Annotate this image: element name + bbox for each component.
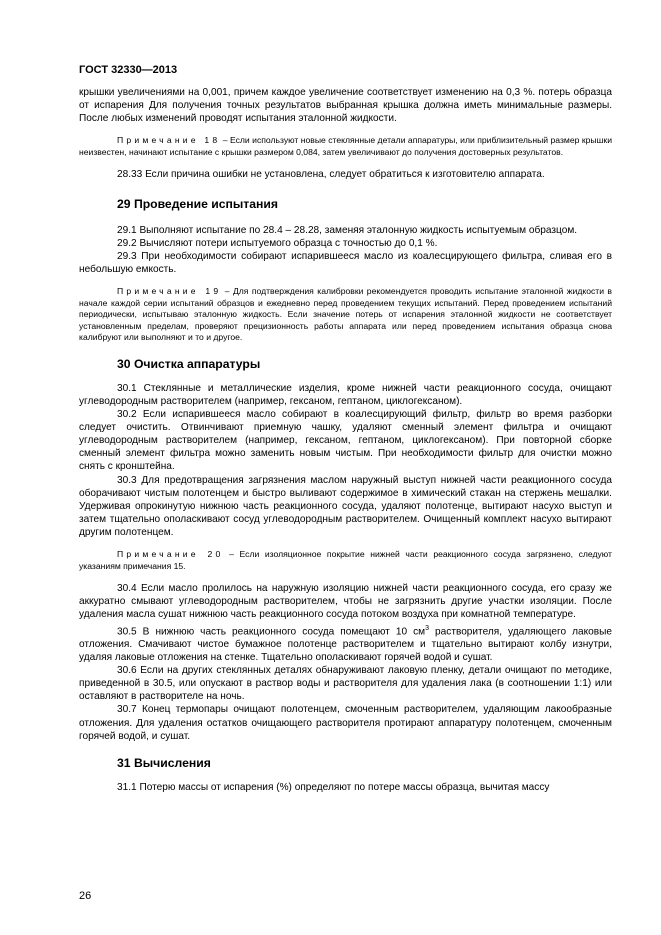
section-heading-31: 31 Вычисления xyxy=(117,755,211,770)
paragraph-30-5-start: 30.5 В нижнюю часть реакционного сосуда помещают 10 см xyxy=(117,625,426,637)
note-label: Примечание 20 xyxy=(117,549,224,560)
note-label: Примечание 19 xyxy=(117,285,222,296)
paragraph-31-1: 31.1 Потерю массы от испарения (%) определяют по потере массы образца, вычитая массу xyxy=(117,781,550,793)
note-18 xyxy=(79,135,612,158)
paragraph-29-3: 29.3 При необходимости собирают испарившееся масло из коалесцирующего фильтра, сливая его в небольшую емкость. xyxy=(79,250,612,275)
note-label: Примечание 18 xyxy=(117,135,221,146)
document-header: ГОСТ 32330—2013 xyxy=(79,64,178,76)
note-text: – Для подтверждения калибровки рекомендуется проводить испытание эталонной жидкости в начале каждой серии испытаний образцов и ежедневно перед проведением текущих испытаний. Перед проведением испытаний периодически, испытываю эталонную жидкость. Если значение потерь от испарения эталонной жидкости не соответствует установленным пределам, проверяют прецизионность работы аппарата или перед проведением испытания образца снова калибруют или выполняют и то и другое. xyxy=(79,285,612,343)
paragraph-30-1: 30.1 Стеклянные и металлические изделия, кроме нижней части реакционного сосуда, очищают углеводородным растворителем (например, гексаном, гептаном, циклогексаном). xyxy=(79,382,612,407)
note-20 xyxy=(79,549,612,572)
paragraph-30-7: 30.7 Конец термопары очищают полотенцем, смоченным растворителем, удаляющим лакообразные отложения. Для удаления остатков очищающего растворителя протирают аппаратуру полотенцем, смоченным горячей водой, и сушат. xyxy=(79,704,612,742)
paragraph-30-5 xyxy=(79,622,612,665)
superscript: 3 xyxy=(425,624,429,632)
paragraph-29-1: 29.1 Выполняют испытание по 28.4 – 28.28, заменяя эталонную жидкость испытуемым образцом. xyxy=(117,224,578,236)
page-number: 26 xyxy=(79,890,92,902)
note-19 xyxy=(79,286,612,344)
paragraph-30-6: 30.6 Если на других стеклянных деталях обнаруживают лаковую пленку, детали очищают по методике, приведенной в 30.5, или опускают в раствор воды и растворителя для удаления лака (в соотношении 1:1) или оставляют в растворителе на ночь. xyxy=(79,665,612,703)
note-text: – Если изоляционное покрытие нижней части реакционного сосуда загрязнено, следуют указаниям примечания 15. xyxy=(79,549,612,571)
document-body xyxy=(79,86,612,794)
section-heading-30: 30 Очистка аппаратуры xyxy=(117,356,261,371)
paragraph-30-3: 30.3 Для предотвращения загрязнения маслом наружный выступ нижней части реакционного сосуда оборачивают чистым полотенцем и быстро выливают содержимое в химический стакан на стержень мешалки. Удерживая опрокинутую нижнюю часть реакционного сосуда, удаляют полотенце, вытирают насухо выступ и затем тщательно ополаскивают сосуд углеводородным растворителем. Очищенный комплект насухо вытирают другим полотенцем. xyxy=(79,474,612,538)
paragraph-30-5-end: растворителя, удаляющего лаковые отложения. Смачивают чистое бумажное полотенце растворителем и тщательно вытирают колбу изнутри, удаляя лаковые отложения на стенке. Тщательно ополаскивают горячей водой и сушат. xyxy=(79,625,612,664)
note-text: – Если используют новые стеклянные детали аппаратуры, или приблизительный размер крышки неизвестен, начинают испытание с крышки размером 0,084, затем увеличивают до получения достоверных результатов. xyxy=(79,135,612,157)
section-heading-29: 29 Проведение испытания xyxy=(117,196,278,211)
paragraph-30-2: 30.2 Если испарившееся масло собирают в коалесцирующий фильтр, фильтр во время разборки следует очистить. Отвинчивают приемную чашку, удаляют сменный элемент фильтра и очищают углеводородным растворителем (например, гексаном, гептаном, циклогексаном). При повторной сборке сменный элемент фильтра можно заменить новым чистым. При необходимости фильтр для очистки можно снять с кронштейна. xyxy=(79,409,612,473)
paragraph-30-4: 30.4 Если масло пролилось на наружную изоляцию нижней части реакционного сосуда, его сразу же аккуратно смывают углеводородным растворителем, чтобы не загрязнить другие участки изоляции. После удаления масла сушат нижнюю часть реакционного сосуда потоком воздуха при комнатной температуре. xyxy=(79,583,612,621)
paragraph-continued: крышки увеличениями на 0,001, причем каждое увеличение соответствует изменению на 0,3 %. потерь образца от испарения Для получения точных результатов выбранная крышка должна иметь минимальные размеры. После любых изменений проводят испытания эталонной жидкости. xyxy=(79,87,612,125)
paragraph-28-33: 28.33 Если причина ошибки не установлена, следует обратиться к изготовителю аппарата. xyxy=(117,169,545,181)
paragraph-29-2: 29.2 Вычисляют потери испытуемого образца с точностью до 0,1 %. xyxy=(117,237,438,249)
